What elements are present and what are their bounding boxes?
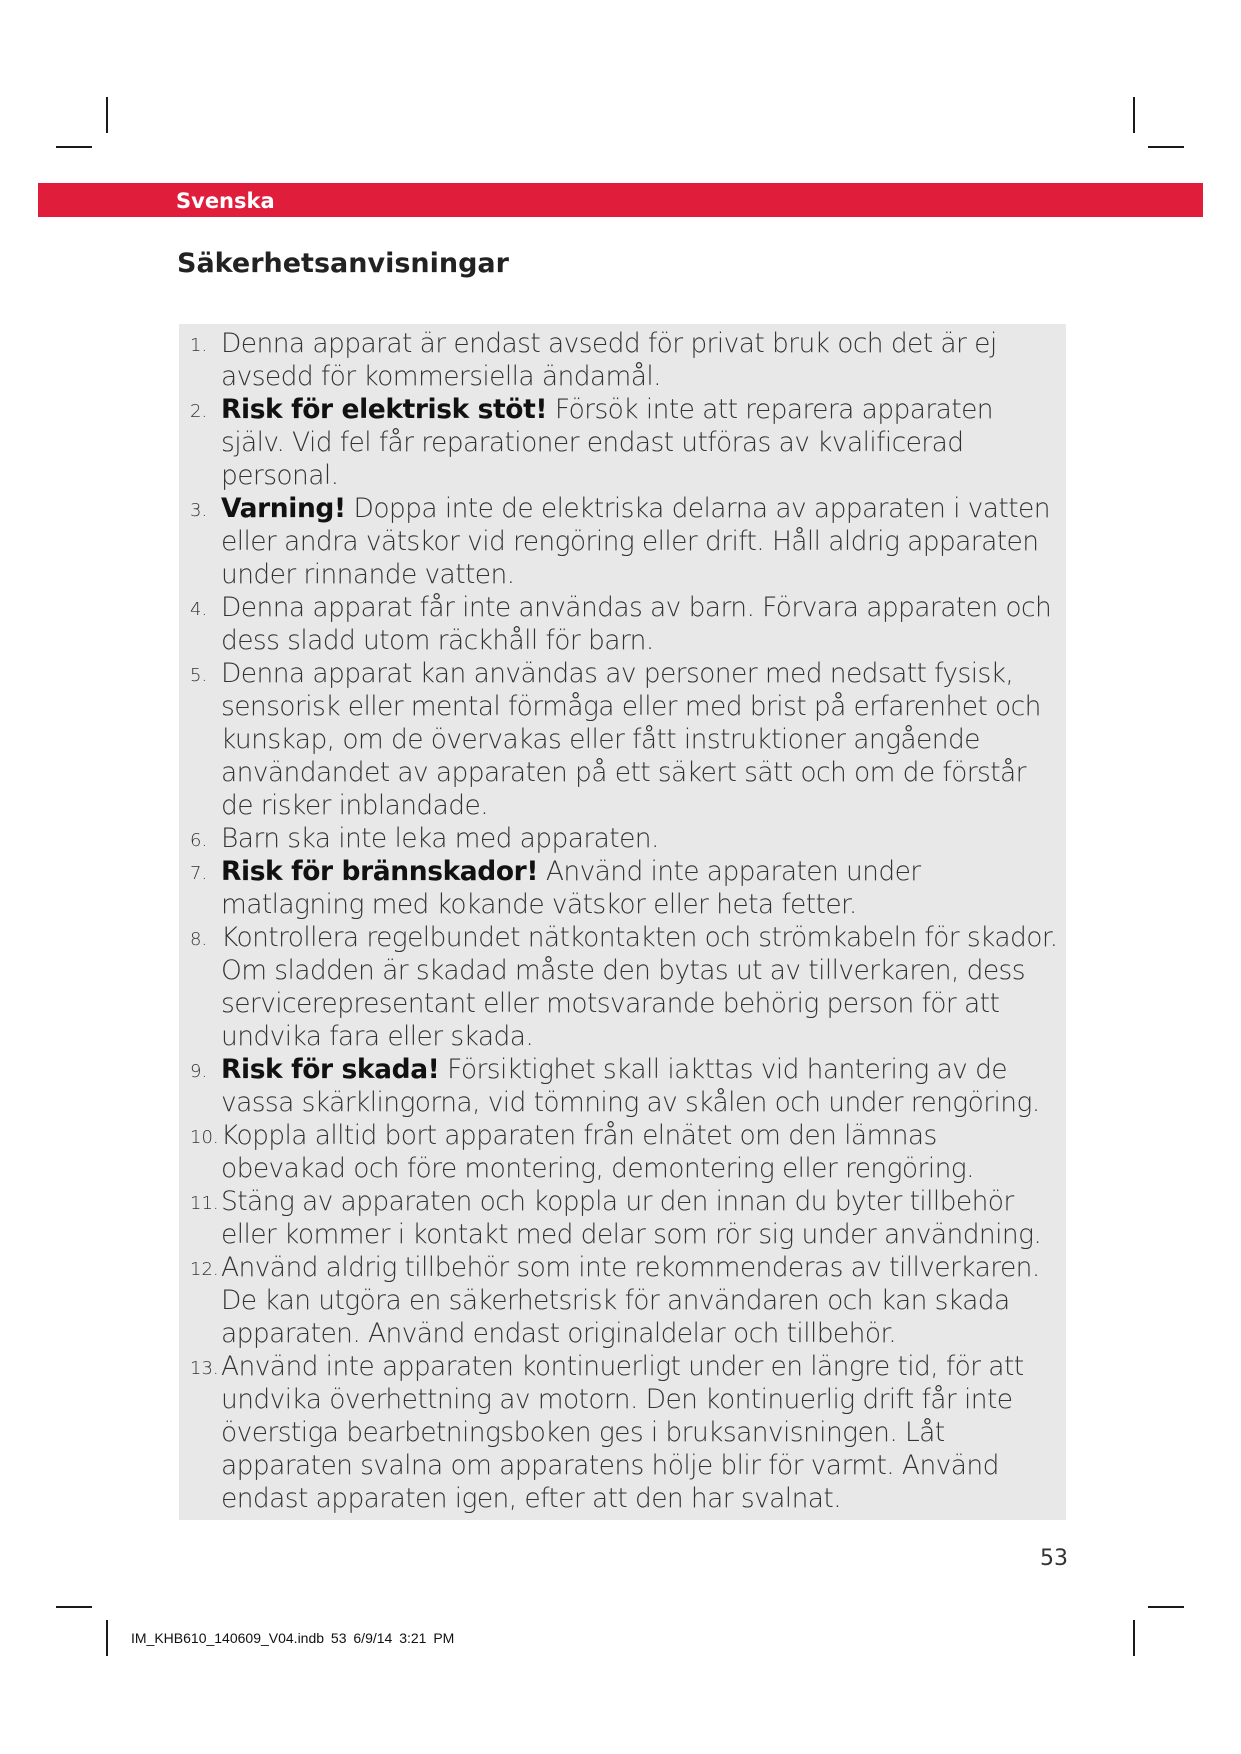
item-number: 4. [190, 599, 208, 620]
section-title: Säkerhetsanvisningar [177, 248, 509, 279]
safety-list [185, 327, 1062, 1515]
item-number: 5. [190, 665, 208, 686]
safety-item [185, 1053, 1062, 1119]
item-number: 2. [190, 401, 208, 422]
safety-instructions-box [179, 324, 1066, 1520]
item-number: 10. [190, 1127, 219, 1148]
item-number: 7. [190, 863, 208, 884]
safety-item [185, 1251, 1062, 1350]
item-number: 1. [190, 335, 208, 356]
safety-item [185, 591, 1062, 657]
item-number: 11. [190, 1193, 219, 1214]
crop-mark-bottom-right-horizontal [1148, 1606, 1184, 1608]
language-bar [38, 183, 1203, 217]
item-text: Använd inte apparaten kontinuerligt under en längre tid, för att undvika överhettning av motorn. Den kontinuerlig drift får inte överstiga bearbetningsboken ges i bruksanvisningen. Låt apparaten svalna om apparatens hölje blir för varmt. Använd endast apparaten igen, efter att den har svalnat. [221, 1351, 1024, 1514]
item-text: Barn ska inte leka med apparaten. [221, 823, 659, 854]
item-text: Doppa inte de elektriska delarna av apparaten i vatten eller andra vätskor vid rengöring eller drift. Håll aldrig apparaten under rinnande vatten. [221, 493, 1050, 590]
safety-item [185, 657, 1062, 822]
crop-mark-top-right-horizontal [1148, 146, 1184, 148]
crop-mark-bottom-right-vertical [1133, 1620, 1135, 1656]
crop-mark-bottom-left-horizontal [56, 1606, 92, 1608]
item-text: Denna apparat kan användas av personer med nedsatt fysisk, sensorisk eller mental förmåga eller med brist på erfarenhet och kunskap, om de övervakas eller fått instruktioner angående användandet av apparaten på ett säkert sätt och om de förstår de risker inblandade. [221, 658, 1041, 821]
item-text: Denna apparat får inte användas av barn. Förvara apparaten och dess sladd utom räckhåll för barn. [221, 592, 1052, 656]
safety-item [185, 1350, 1062, 1515]
item-warning: Risk för brännskador! [221, 856, 539, 887]
item-warning: Risk för elektrisk stöt! [221, 394, 548, 425]
item-number: 6. [190, 830, 208, 851]
language-label: Svenska [176, 189, 275, 213]
crop-mark-top-right-vertical [1133, 97, 1135, 133]
crop-mark-top-left-horizontal [56, 146, 92, 148]
print-imprint: IM_KHB610_140609_V04.indb 53 6/9/14 3:21 PM [131, 1630, 455, 1646]
item-number: 13. [190, 1358, 219, 1379]
safety-item [185, 921, 1062, 1053]
safety-item [185, 327, 1062, 393]
item-text: Denna apparat är endast avsedd för privat bruk och det är ej avsedd för kommersiella ändamål. [221, 328, 997, 392]
item-number: 8. [190, 929, 208, 950]
item-warning: Varning! [221, 493, 346, 524]
item-text: Försök inte att reparera apparaten själv. Vid fel får reparationer endast utföras av kvalificerad personal. [221, 394, 993, 491]
item-text: Koppla alltid bort apparaten från elnätet om den lämnas obevakad och före montering, demontering eller rengöring. [221, 1120, 974, 1184]
safety-item [185, 1119, 1062, 1185]
page-number: 53 [1040, 1546, 1068, 1571]
item-number: 12. [190, 1259, 219, 1280]
crop-mark-top-left-vertical [106, 97, 108, 133]
item-warning: Risk för skada! [221, 1054, 440, 1085]
item-text: Kontrollera regelbundet nätkontakten och strömkabeln för skador. Om sladden är skadad måste den bytas ut av tillverkaren, dess servicerepresentant eller motsvarande behörig person för att undvika fara eller skada. [221, 922, 1058, 1052]
safety-item [185, 1185, 1062, 1251]
crop-mark-bottom-left-vertical [106, 1620, 108, 1656]
item-text: Använd aldrig tillbehör som inte rekommenderas av tillverkaren. De kan utgöra en säkerhetsrisk för användaren och kan skada apparaten. Använd endast originaldelar och tillbehör. [221, 1252, 1040, 1349]
item-number: 3. [190, 500, 208, 521]
safety-item [185, 393, 1062, 492]
item-text: Stäng av apparaten och koppla ur den innan du byter tillbehör eller kommer i kontakt med delar som rör sig under användning. [221, 1186, 1042, 1250]
item-text: Använd inte apparaten under matlagning med kokande vätskor eller heta fetter. [221, 856, 921, 920]
safety-item [185, 822, 1062, 855]
item-text: Försiktighet skall iakttas vid hantering av de vassa skärklingorna, vid tömning av skålen och under rengöring. [221, 1054, 1040, 1118]
item-number: 9. [190, 1061, 208, 1082]
safety-item [185, 492, 1062, 591]
safety-item [185, 855, 1062, 921]
